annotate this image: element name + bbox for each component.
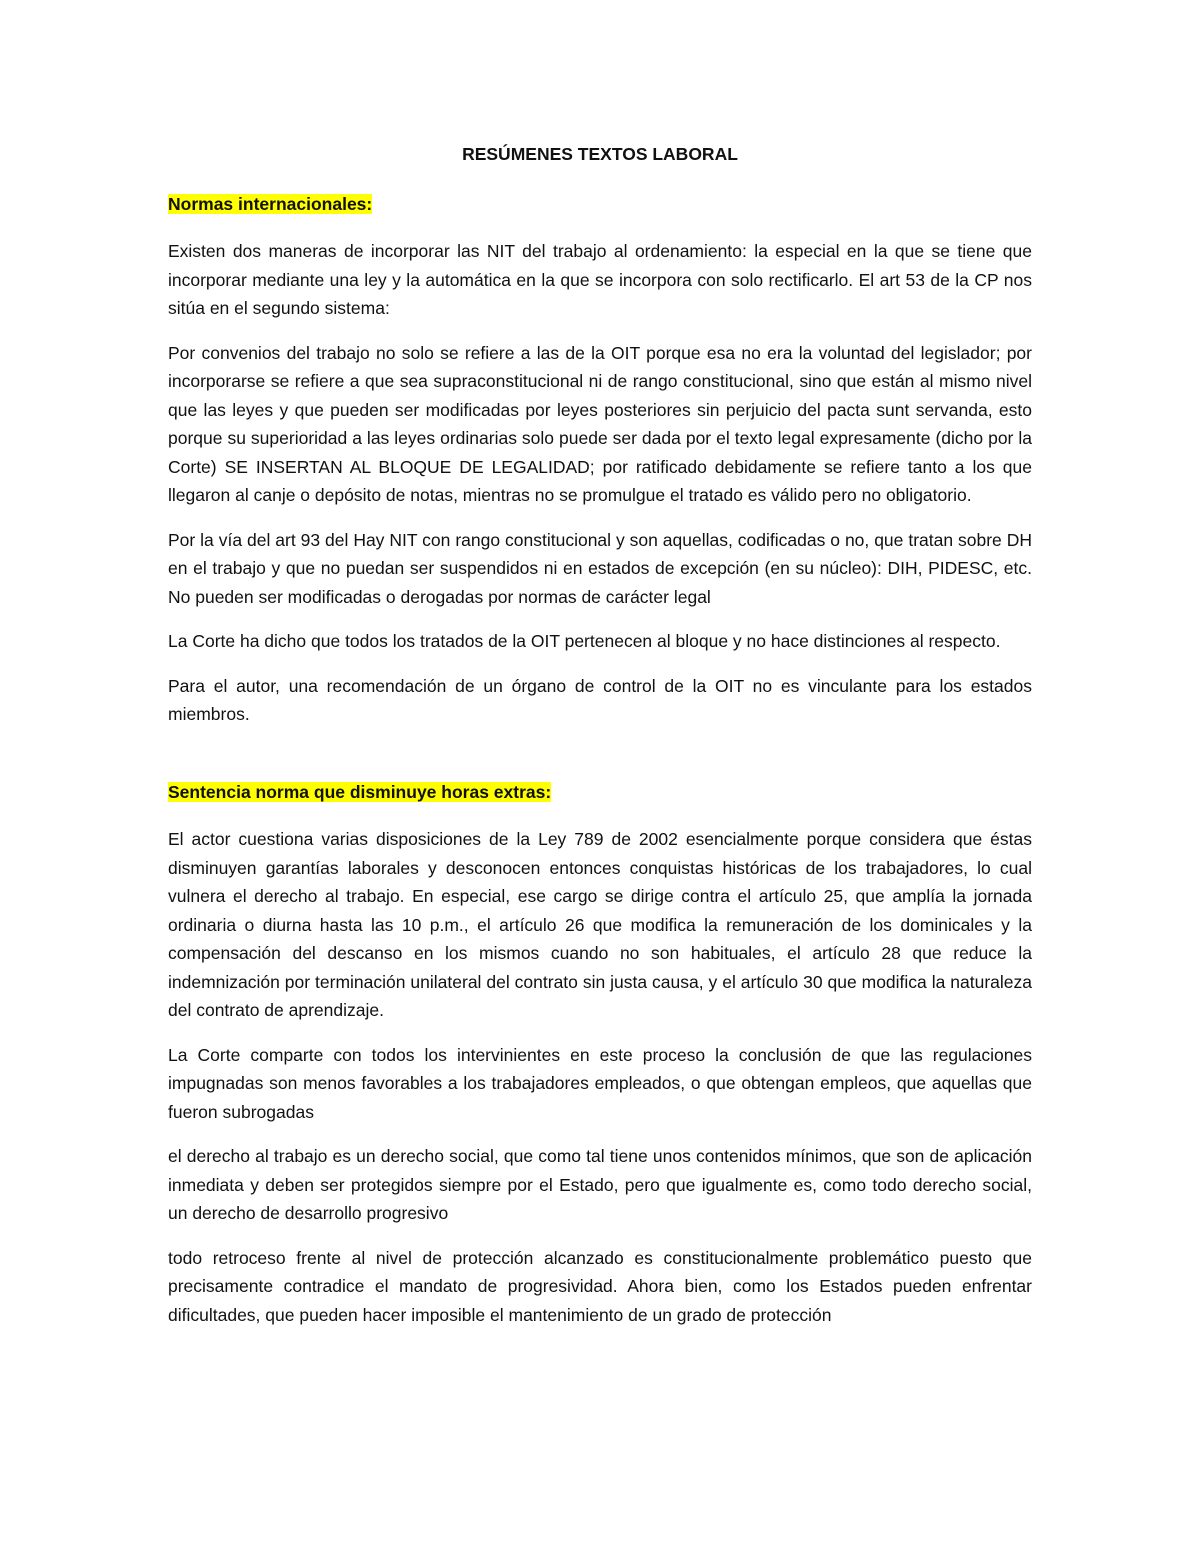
paragraph: el derecho al trabajo es un derecho social, que como tal tiene unos contenidos mínimos, que son de aplicación inmediata y deben ser protegidos siempre por el Estado, pero que igualmente es, como todo derecho social, un derecho de desarrollo progresivo [168,1146,1032,1223]
highlighted-heading-text: Sentencia norma que disminuye horas extras: [168,781,552,802]
paragraph: Por la vía del art 93 del Hay NIT con rango constitucional y son aquellas, codificadas o no, que tratan sobre DH en el trabajo y que no puedan ser suspendidos ni en estados de excepción (en su núcleo): DIH, PIDESC, etc. No pueden ser modificadas o derogadas por normas de carácter legal [168,529,1032,607]
highlighted-heading-text: Normas internacionales: [168,193,373,214]
paragraph: Existen dos maneras de incorporar las NIT del trabajo al ordenamiento: la especial en la que se tiene que incorporar mediante una ley y la automática en la que se incorpora con solo rectificarlo. El art 53 de la CP nos sitúa en el segundo sistema: [168,241,1032,318]
paragraph: Por convenios del trabajo no solo se refiere a las de la OIT porque esa no era la voluntad del legislador; por incorporarse se refiere a que sea supraconstitucional ni de rango constitucional, sino que están al mismo nivel que las leyes y que pueden ser modificadas por leyes posteriores sin perjuicio del pacta sunt servanda, esto porque su superioridad a las leyes ordinarias solo puede ser dada por el texto legal expresamente (dicho por la Corte) SE INSERTAN AL BLOQUE DE LEGALIDAD; por ratificado debidamente se refiere tanto a los que llegaron al canje o depósito de notas, mientras no se promulgue el tratado es válido pero no obligatorio. [168,342,1032,505]
paragraph: La Corte ha dicho que todos los tratados de la OIT pertenecen al bloque y no hace distinciones al respecto. [168,631,1001,651]
paragraph: La Corte comparte con todos los intervinientes en este proceso la conclusión de que las regulaciones impugnadas son menos favorables a los trabajadores empleados, o que obtengan empleos, que aquellas que fueron subrogadas [168,1044,1032,1122]
paragraph: El actor cuestiona varias disposiciones de la Ley 789 de 2002 esencialmente porque considera que éstas disminuyen garantías laborales y desconocen entonces conquistas históricas de los trabajadores, lo cual vulnera el derecho al trabajo. En especial, ese cargo se dirige contra el artículo 25, que amplía la jornada ordinaria o diurna hasta las 10 p.m., el artículo 26 que modifica la remuneración de los dominicales y la compensación del descanso en los mismos cuando no son habituales, el artículo 28 que reduce la indemnización por terminación unilateral del contrato sin justa causa, y el artículo 30 que modifica la naturaleza del contrato de aprendizaje. [168,829,1032,1020]
section-spacer [168,745,1032,778]
section-heading-sentencia [168,778,1032,807]
paragraph: Para el autor, una recomendación de un órgano de control de la OIT no es vinculante para los estados miembros. [168,675,1032,724]
paragraph: todo retroceso frente al nivel de protección alcanzado es constitucionalmente problemático puesto que precisamente contradice el mandato de progresividad. Ahora bien, como los Estados pueden enfrentar dificultades, que pueden hacer imposible el mantenimiento de un grado de protección [168,1247,1032,1325]
document-title: RESÚMENES TEXTOS LABORAL [462,144,738,164]
section-heading-normas-internacionales [168,190,1032,219]
